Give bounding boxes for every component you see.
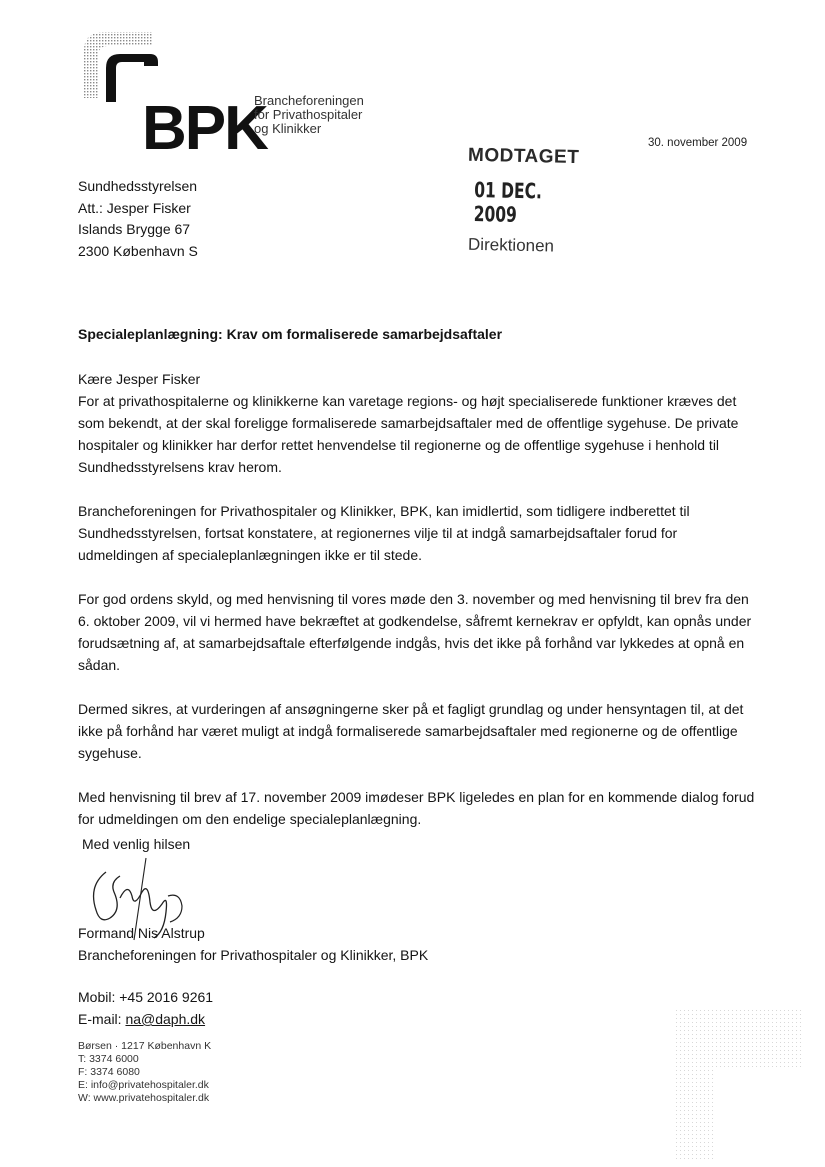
address-line: 2300 København S (78, 242, 198, 259)
address-line: Sundhedsstyrelsen (78, 178, 198, 194)
letter-date: 30. november 2009 (648, 137, 748, 149)
footer-line: T: 3374 6000 (78, 1053, 139, 1065)
bpk-logo (78, 28, 378, 163)
address-line: Att.: Jesper Fisker (78, 199, 191, 216)
tagline-line: og Klinikker (254, 121, 322, 136)
tagline-line: Brancheforeningen (254, 93, 364, 108)
closing: Med venlig hilsen (82, 836, 191, 852)
stamp-received-label: MODTAGET (467, 144, 580, 169)
mobile-line (78, 986, 213, 1008)
logo-tagline (254, 94, 364, 136)
address-line: Islands Brygge 67 (78, 221, 191, 237)
letterhead-footer (78, 1040, 211, 1105)
email-link[interactable]: na@daph.dk (125, 1011, 206, 1027)
letter-subject: Specialeplanlægning: Krav om formaliserede samarbejdsaftaler (78, 326, 503, 342)
email-label: E-mail: (78, 1011, 122, 1027)
letter-body (78, 368, 758, 852)
body-paragraph: Brancheforeningen for Privathospitaler og Klinikker, BPK, kan imidlertid, som tidligere indberettet til Sundhedsstyrelsen, fortsat konstatere, at regionernes vilje til at indgå samarbejdsaftaler forud for udmeldingen af specialeplanlægningen ikke er til stede. (78, 503, 690, 563)
salutation: Kære Jesper Fisker (78, 371, 201, 387)
footer-line: E: info@privatehospitaler.dk (78, 1079, 209, 1091)
mobile-number: +45 2016 9261 (119, 989, 214, 1005)
received-stamp (468, 146, 588, 256)
recipient-address (78, 176, 198, 262)
signer-name: Formand Nis Alstrup (78, 925, 205, 941)
footer-line: F: 3374 6080 (78, 1066, 140, 1078)
footer-line: W: www.privatehospitaler.dk (78, 1092, 210, 1104)
email-line (78, 1008, 213, 1030)
body-paragraph: For at privathospitalerne og klinikkerne kan varetage regions- og højt specialiserede funktioner kræves det som bekendt, at der skal foreligge formaliserede samarbejdsaftaler med de offentlige sygehuse. De private hospitaler og klinikker har derfor rettet henvendelse til regionerne og de offentlige sygehuse i henhold til Sundhedsstyrelsens krav herom. (78, 393, 739, 475)
scan-artifact (664, 1010, 814, 1160)
body-paragraph: Med henvisning til brev af 17. november 2009 imødeser BPK ligeledes en plan for en kommende dialog forud for udmeldingen om den endelige specialeplanlægning. (78, 789, 755, 827)
mobile-label: Mobil: (78, 989, 116, 1005)
logo-letters: BPK (142, 94, 267, 163)
contact-block (78, 986, 213, 1030)
footer-line: Børsen · 1217 København K (78, 1040, 212, 1052)
signer-block (78, 922, 428, 966)
stamp-department: Direktionen (467, 234, 555, 256)
body-paragraph: For god ordens skyld, og med henvisning til vores møde den 3. november og med henvisning til brev fra den 6. oktober 2009, vil vi hermed have bekræftet at godkendelse, såfremt kernekrav er opfyldt, kan opnås under forudsætning af, at samarbejdsaftale efterfølgende indgås, hvis det ikke på forhånd var lykkedes at opnå en sådan. (78, 591, 752, 673)
tagline-line: for Privathospitaler (254, 107, 363, 122)
stamp-date: 01 DEC. 2009 (473, 178, 543, 227)
signer-organization: Brancheforeningen for Privathospitaler og Klinikker, BPK (78, 947, 429, 963)
body-paragraph: Dermed sikres, at vurderingen af ansøgningerne sker på et fagligt grundlag og under hensyntagen til, at det ikke på forhånd har været muligt at indgå formaliserede samarbejdsaftaler med regionerne og de offentlige sygehuse. (78, 701, 744, 761)
